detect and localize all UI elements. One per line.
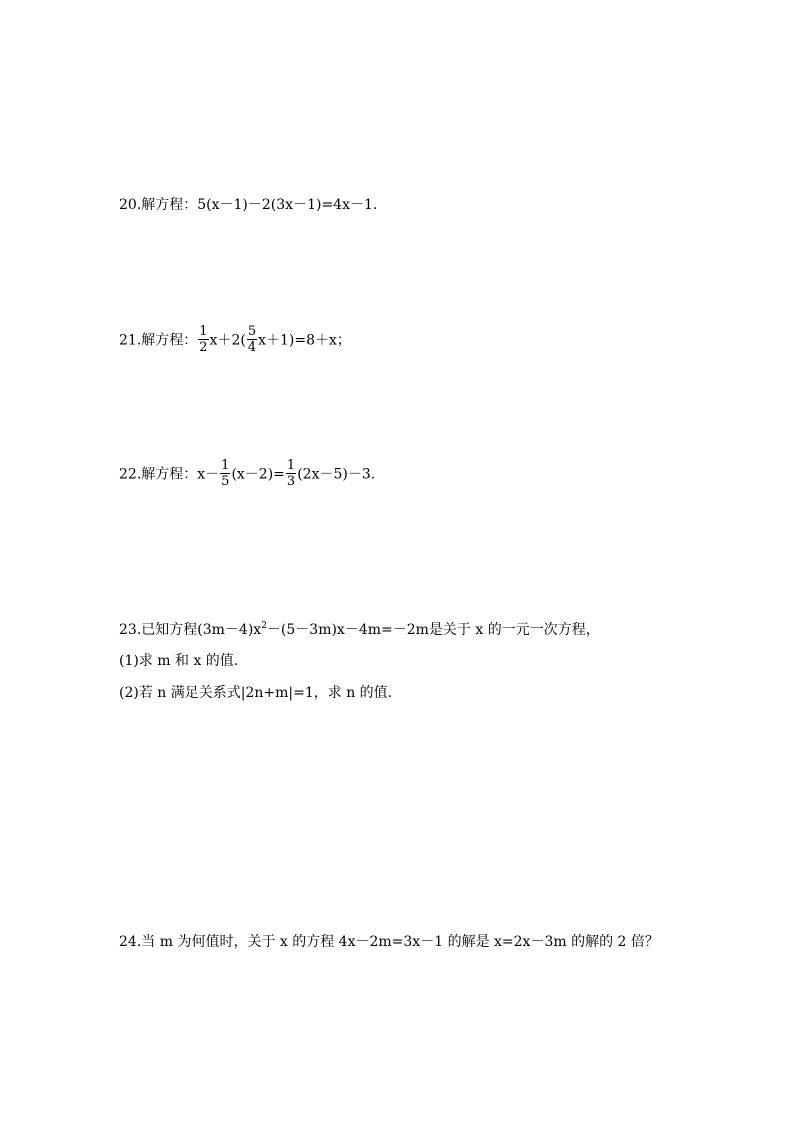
problem-20 <box>119 195 377 215</box>
problem-23-subquestion-2 <box>119 683 392 703</box>
equation-end: x＋1)=8＋x； <box>258 332 351 349</box>
fraction-one-half <box>198 324 208 355</box>
equation-middle: x＋2( <box>209 332 246 349</box>
problem-21 <box>119 324 351 355</box>
problem-24 <box>119 932 659 952</box>
problem-label: 解方程： <box>141 332 198 349</box>
fraction-denominator: 5 <box>221 474 230 489</box>
fraction-five-quarters <box>247 324 257 355</box>
problem-number: 23. <box>119 622 142 638</box>
fraction-numerator: 1 <box>286 458 296 473</box>
problem-text-part1: 已知方程(3m－4)x <box>141 622 262 638</box>
problem-23-subquestion-1 <box>119 651 238 671</box>
fraction-denominator: 2 <box>199 340 208 355</box>
problem-22 <box>119 458 376 489</box>
equation-middle: (x－2)= <box>231 466 285 483</box>
problem-number: 24. <box>119 934 142 950</box>
fraction-numerator: 1 <box>221 458 230 473</box>
problem-text-part2: －(5－3m)x－4m=－2m是关于 x 的一元一次方程， <box>266 622 600 638</box>
problem-text: 当 m 为何值时，关于 x 的方程 4x－2m=3x－1 的解是 x=2x－3m 的解的 2 倍？ <box>141 934 659 950</box>
subquestion-text: (2)若 n 满足关系式|2n+m|=1，求 n 的值. <box>119 685 393 701</box>
problem-label: 解方程： <box>141 466 198 483</box>
fraction-numerator: 5 <box>247 324 257 339</box>
exponent: 2 <box>261 621 267 631</box>
fraction-one-fifth <box>220 458 230 489</box>
problem-number: 22. <box>119 466 142 483</box>
problem-number: 20. <box>119 197 142 213</box>
fraction-one-third <box>286 458 296 489</box>
equation-end: (2x－5)－3. <box>297 466 376 483</box>
subquestion-text: (1)求 m 和 x 的值. <box>119 653 239 669</box>
fraction-denominator: 4 <box>247 340 257 355</box>
problem-text: 解方程：5(x－1)－2(3x－1)=4x－1. <box>141 197 378 213</box>
fraction-denominator: 3 <box>286 474 296 489</box>
fraction-numerator: 1 <box>199 324 208 339</box>
problem-23 <box>119 620 600 640</box>
equation-start: x－ <box>197 466 220 483</box>
problem-number: 21. <box>119 332 142 349</box>
